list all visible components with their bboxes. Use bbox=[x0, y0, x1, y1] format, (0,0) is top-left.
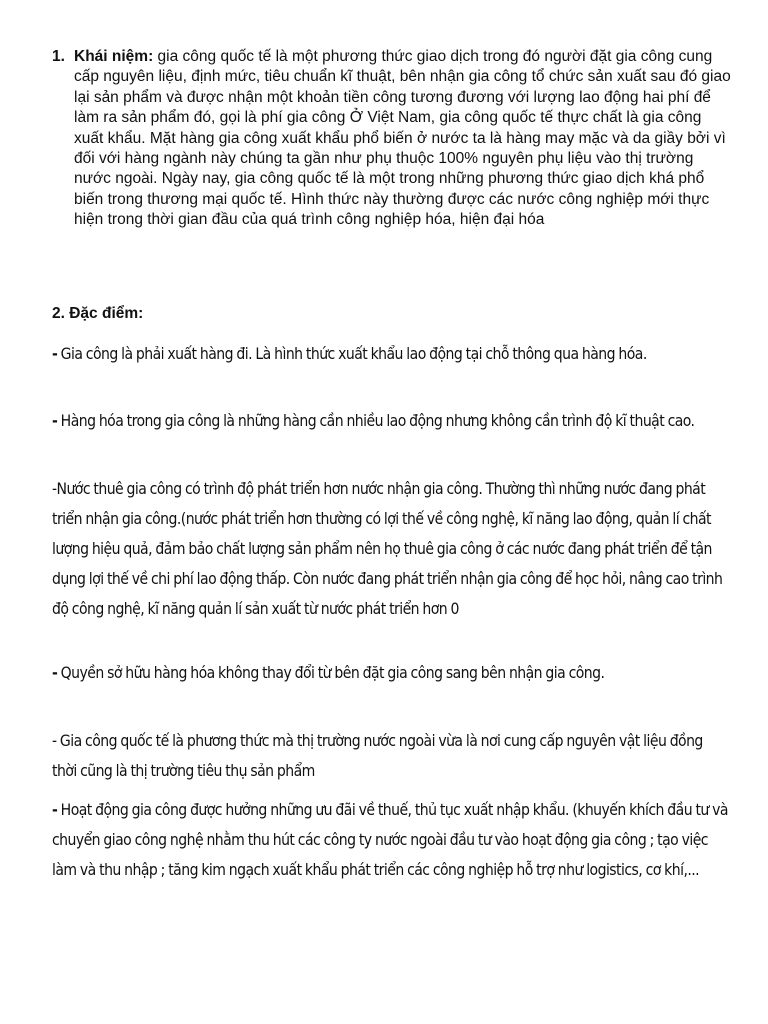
definition-term: Khái niệm: bbox=[74, 48, 154, 65]
characteristic-item bbox=[52, 658, 728, 688]
item-text: Gia công là phải xuất hàng đi. Là hình thức xuất khẩu lao động tại chỗ thông qua hàng hóa. bbox=[57, 345, 647, 363]
item-dash: - bbox=[52, 412, 58, 430]
definition-text: gia công quốc tế là một phương thức giao dịch trong đó người đặt gia công cung cấp nguyên liệu, định mức, tiêu chuẩn kĩ thuật, bên nhận gia công tổ chức sản xuất sau đó giao lại sản phẩm và được nhận một khoản tiền công tương đương với lượng lao động hai phí để làm ra sản phẩm đó, gọi là phí gia công Ở Việt Nam, gia công quốc tế thực chất là gia công xuất khẩu. Mặt hàng gia công xuất khẩu phổ biến ở nước ta là hàng may mặc và da giầy bởi vì đối với hàng ngành này chúng ta gần như phụ thuộc 100% nguyên phụ liệu vào thị trường nước ngoài. Ngày nay, gia công quốc tế là một trong những phương thức giao dịch khá phổ biến trong thương mại quốc tế. Hình thức này thường được các nước công nghiệp mới thực hiện trong thời gian đầu của quá trình công nghiệp hóa, hiện đại hóa bbox=[74, 48, 731, 229]
characteristics-heading: 2. Đặc điểm: bbox=[52, 305, 144, 322]
definition-section bbox=[52, 47, 732, 231]
item-text: Hàng hóa trong gia công là những hàng cần nhiều lao động nhưng không cần trình độ kĩ thuật cao. bbox=[57, 412, 695, 430]
item-text: Quyền sở hữu hàng hóa không thay đổi từ bên đặt gia công sang bên nhận gia công. bbox=[57, 664, 605, 682]
item-dash: - bbox=[52, 345, 58, 363]
characteristic-item bbox=[52, 726, 728, 786]
characteristic-item bbox=[52, 406, 728, 436]
item-text: -Nước thuê gia công có trình độ phát triển hơn nước nhận gia công. Thường thì những nước đang phát triển nhận gia công.(nước phát triển hơn thường có lợi thế về công nghệ, kĩ năng lao động, quản lí chất lượng hiệu quả, đảm bảo chất lượng sản phẩm nên họ thuê gia công ở các nước đang phát triển để tận dụng lợi thế về chi phí lao động thấp. Còn nước đang phát triển nhận gia công để học hỏi, nâng cao trình độ công nghệ, kĩ năng quản lí sản xuất từ nước phát triển hơn 0 bbox=[52, 480, 723, 618]
item-text: Hoạt động gia công được hưởng những ưu đãi về thuế, thủ tục xuất nhập khẩu. (khuyến khích đầu tư và chuyển giao công nghệ nhằm thu hút các công ty nước ngoài đầu tư vào hoạt động gia công ; tạo việc làm và thu nhập ; tăng kim ngạch xuất khẩu phát triển các công nghiệp hỗ trợ như logistics, cơ khí,... bbox=[52, 801, 728, 879]
item-dash: - bbox=[52, 801, 58, 819]
characteristic-item bbox=[52, 339, 728, 369]
characteristic-item bbox=[52, 795, 728, 885]
list-number: 1. bbox=[52, 48, 65, 65]
characteristic-item bbox=[52, 474, 728, 624]
definition-paragraph bbox=[74, 47, 732, 231]
item-text: - Gia công quốc tế là phương thức mà thị trường nước ngoài vừa là nơi cung cấp nguyên vật liệu đồng thời cũng là thị trường tiêu thụ sản phẩm bbox=[52, 732, 703, 780]
item-dash: - bbox=[52, 664, 58, 682]
